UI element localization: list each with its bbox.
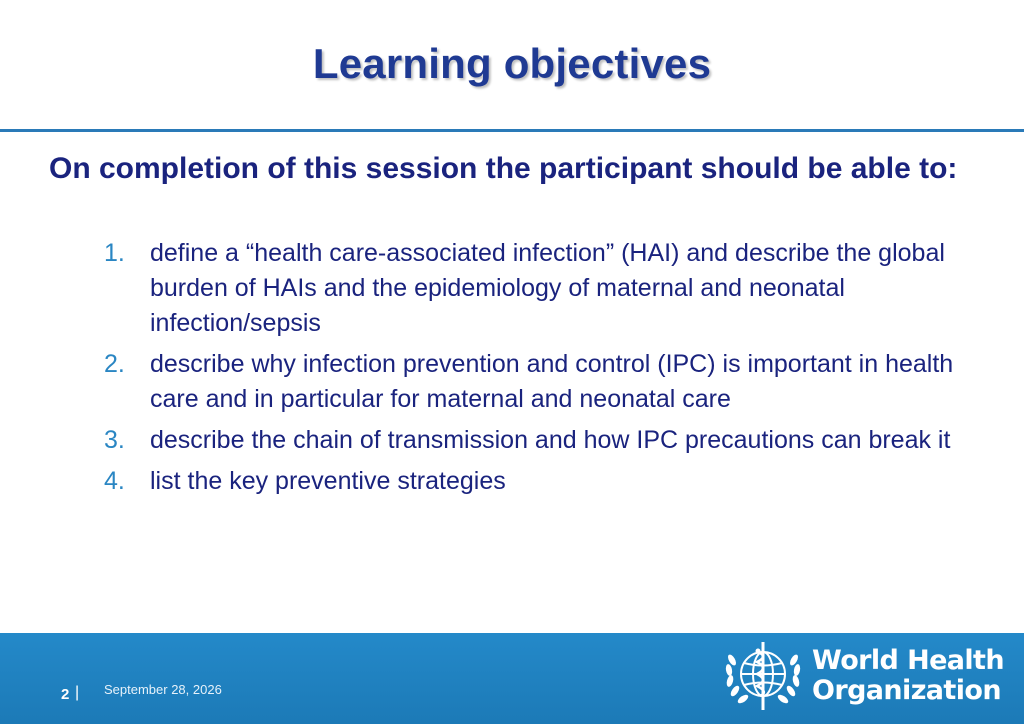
objective-item-3 [104, 423, 984, 458]
objective-number: 2. [104, 350, 125, 378]
who-wordmark [812, 646, 1004, 706]
objective-item-2 [104, 347, 984, 417]
objective-text: describe the chain of transmission and how IPC precautions can break it [150, 426, 951, 454]
objectives-list [104, 236, 984, 505]
title-divider [0, 129, 1024, 132]
intro-text: On completion of this session the participant should be able to: [49, 152, 958, 185]
objective-text: list the key preventive strategies [150, 467, 506, 495]
objective-text: define a “health care-associated infection” (HAI) and describe the global burden of HAIs and the epidemiology of maternal and neonatal infection/sepsis [150, 239, 945, 337]
slide-date: September 28, 2026 [104, 682, 222, 697]
objective-number: 3. [104, 426, 125, 454]
slide-title: Learning objectives [312, 40, 712, 87]
who-emblem-icon [720, 638, 806, 714]
objective-number: 1. [104, 239, 125, 267]
org-name-line1: World Health [812, 645, 1004, 676]
objective-number: 4. [104, 467, 125, 495]
objective-item-4 [104, 464, 984, 499]
objective-item-1 [104, 236, 984, 341]
page-number: 2 [61, 686, 70, 703]
objective-text: describe why infection prevention and control (IPC) is important in health care and in particular for maternal and neonatal care [150, 350, 954, 413]
org-name-line2: Organization [812, 675, 1001, 706]
page-separator: | [75, 684, 80, 701]
